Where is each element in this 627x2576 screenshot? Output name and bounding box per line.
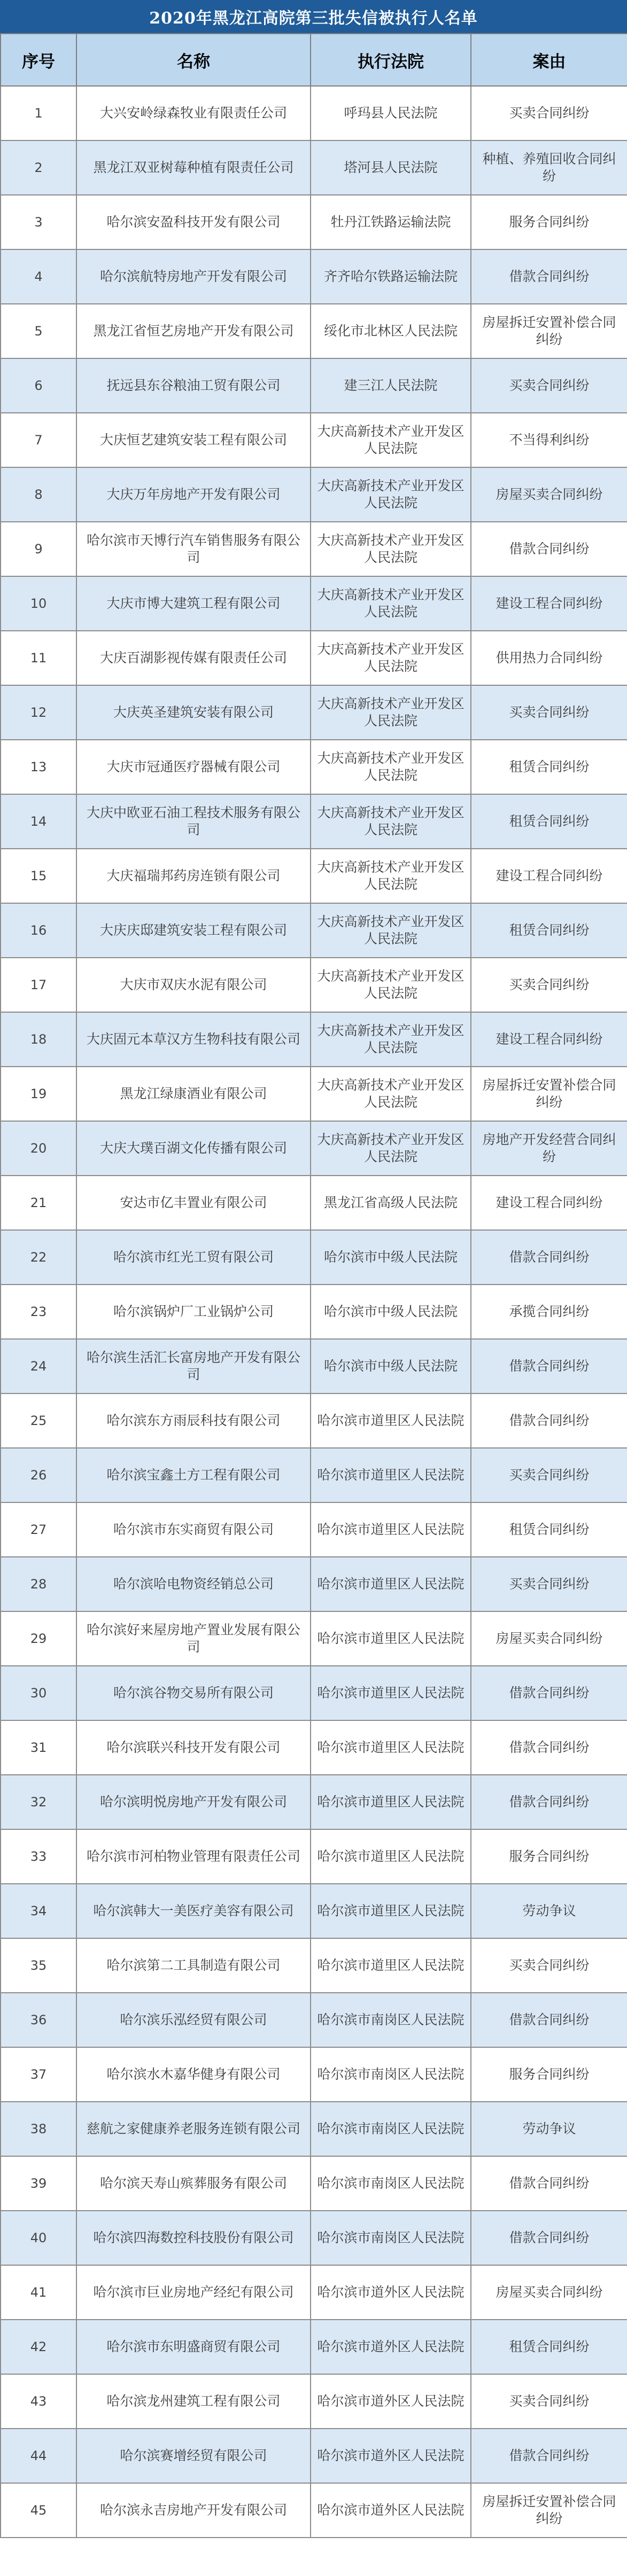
case-cause: 劳动争议 (471, 1884, 627, 1938)
company-name: 哈尔滨安盈科技开发有限公司 (76, 195, 311, 249)
table-row (1, 467, 627, 522)
table-header (1, 34, 627, 86)
enforcement-court: 哈尔滨市道外区人民法院 (311, 2374, 471, 2429)
case-cause: 借款合同纠纷 (471, 1230, 627, 1285)
row-number: 10 (1, 576, 76, 631)
row-number: 45 (1, 2483, 76, 2538)
case-cause: 房屋拆迁安置补偿合同纠纷 (471, 304, 627, 358)
enforcement-court: 大庆高新技术产业开发区人民法院 (311, 685, 471, 740)
header-row (1, 34, 627, 86)
enforcement-court: 哈尔滨市南岗区人民法院 (311, 2156, 471, 2211)
table-row (1, 522, 627, 576)
enforcement-court: 大庆高新技术产业开发区人民法院 (311, 1067, 471, 1121)
row-number: 11 (1, 631, 76, 685)
company-name: 哈尔滨锅炉厂工业锅炉公司 (76, 1285, 311, 1339)
company-name: 哈尔滨永吉房地产开发有限公司 (76, 2483, 311, 2538)
case-cause: 借款合同纠纷 (471, 1666, 627, 1720)
enforcement-court: 牡丹江铁路运输法院 (311, 195, 471, 249)
table-row (1, 2102, 627, 2156)
table-row (1, 1285, 627, 1339)
row-number: 4 (1, 249, 76, 304)
row-number: 13 (1, 740, 76, 794)
company-name: 哈尔滨水木嘉华健身有限公司 (76, 2047, 311, 2102)
company-name: 大庆大璞百湖文化传播有限公司 (76, 1121, 311, 1176)
table-row (1, 1720, 627, 1775)
case-cause: 买卖合同纠纷 (471, 1448, 627, 1502)
enforcement-court: 哈尔滨市中级人民法院 (311, 1339, 471, 1393)
table-row (1, 903, 627, 958)
enforcement-court: 大庆高新技术产业开发区人民法院 (311, 1121, 471, 1176)
row-number: 34 (1, 1884, 76, 1938)
row-number: 15 (1, 849, 76, 903)
enforcement-court: 哈尔滨市道里区人民法院 (311, 1557, 471, 1611)
case-cause: 借款合同纠纷 (471, 1775, 627, 1829)
enforcement-court: 大庆高新技术产业开发区人民法院 (311, 958, 471, 1012)
company-name: 哈尔滨龙州建筑工程有限公司 (76, 2374, 311, 2429)
company-name: 哈尔滨哈电物资经销总公司 (76, 1557, 311, 1611)
enforcement-court: 大庆高新技术产业开发区人民法院 (311, 631, 471, 685)
enforcement-court: 哈尔滨市南岗区人民法院 (311, 2102, 471, 2156)
row-number: 8 (1, 467, 76, 522)
case-cause: 服务合同纠纷 (471, 2047, 627, 2102)
case-cause: 租赁合同纠纷 (471, 740, 627, 794)
case-cause: 买卖合同纠纷 (471, 685, 627, 740)
company-name: 哈尔滨市河柏物业管理有限责任公司 (76, 1829, 311, 1884)
row-number: 36 (1, 1993, 76, 2047)
company-name: 安达市亿丰置业有限公司 (76, 1176, 311, 1230)
company-name: 大庆庆邸建筑安装工程有限公司 (76, 903, 311, 958)
enforcement-court: 哈尔滨市道里区人民法院 (311, 1502, 471, 1557)
case-cause: 借款合同纠纷 (471, 1993, 627, 2047)
row-number: 33 (1, 1829, 76, 1884)
table-row (1, 1993, 627, 2047)
company-name: 哈尔滨明悦房地产开发有限公司 (76, 1775, 311, 1829)
case-cause: 房屋买卖合同纠纷 (471, 467, 627, 522)
enforcement-court: 哈尔滨市道外区人民法院 (311, 2429, 471, 2483)
document-title: 2020年黑龙江高院第三批失信被执行人名单 (0, 0, 627, 33)
case-cause: 供用热力合同纠纷 (471, 631, 627, 685)
enforcement-court: 哈尔滨市道外区人民法院 (311, 2483, 471, 2538)
case-cause: 种植、养殖回收合同纠纷 (471, 140, 627, 195)
row-number: 21 (1, 1176, 76, 1230)
row-number: 40 (1, 2211, 76, 2265)
row-number: 1 (1, 86, 76, 140)
enforcement-court: 哈尔滨市道里区人民法院 (311, 1611, 471, 1666)
row-number: 31 (1, 1720, 76, 1775)
company-name: 哈尔滨谷物交易所有限公司 (76, 1666, 311, 1720)
table-row (1, 849, 627, 903)
row-number: 35 (1, 1938, 76, 1993)
enforcement-court: 大庆高新技术产业开发区人民法院 (311, 849, 471, 903)
enforcement-court: 哈尔滨市南岗区人民法院 (311, 2047, 471, 2102)
company-name: 大庆英圣建筑安装有限公司 (76, 685, 311, 740)
case-cause: 服务合同纠纷 (471, 195, 627, 249)
row-number: 42 (1, 2320, 76, 2374)
case-cause: 劳动争议 (471, 2102, 627, 2156)
table-row (1, 1012, 627, 1067)
table-row (1, 2374, 627, 2429)
row-number: 20 (1, 1121, 76, 1176)
enforcement-court: 哈尔滨市南岗区人民法院 (311, 2211, 471, 2265)
enforcement-court: 哈尔滨市道里区人民法院 (311, 1393, 471, 1448)
enforcement-court: 哈尔滨市道里区人民法院 (311, 1884, 471, 1938)
company-name: 哈尔滨市东实商贸有限公司 (76, 1502, 311, 1557)
table-row (1, 1339, 627, 1393)
row-number: 17 (1, 958, 76, 1012)
enforcement-court: 大庆高新技术产业开发区人民法院 (311, 794, 471, 849)
row-number: 38 (1, 2102, 76, 2156)
row-number: 23 (1, 1285, 76, 1339)
case-cause: 房屋买卖合同纠纷 (471, 2265, 627, 2320)
case-cause: 不当得利纠纷 (471, 413, 627, 467)
company-name: 哈尔滨第二工具制造有限公司 (76, 1938, 311, 1993)
company-name: 哈尔滨市红光工贸有限公司 (76, 1230, 311, 1285)
case-cause: 房屋拆迁安置补偿合同纠纷 (471, 2483, 627, 2538)
company-name: 哈尔滨市天博行汽车销售服务有限公司 (76, 522, 311, 576)
row-number: 37 (1, 2047, 76, 2102)
company-name: 哈尔滨宝鑫土方工程有限公司 (76, 1448, 311, 1502)
row-number: 14 (1, 794, 76, 849)
case-cause: 买卖合同纠纷 (471, 86, 627, 140)
company-name: 大庆固元本草汉方生物科技有限公司 (76, 1012, 311, 1067)
case-cause: 建设工程合同纠纷 (471, 576, 627, 631)
case-cause: 借款合同纠纷 (471, 249, 627, 304)
table-row (1, 1176, 627, 1230)
table-row (1, 1938, 627, 1993)
case-cause: 买卖合同纠纷 (471, 358, 627, 413)
case-cause: 建设工程合同纠纷 (471, 849, 627, 903)
row-number: 30 (1, 1666, 76, 1720)
case-cause: 借款合同纠纷 (471, 2156, 627, 2211)
table-row (1, 1611, 627, 1666)
header-name: 名称 (76, 34, 311, 86)
row-number: 44 (1, 2429, 76, 2483)
case-cause: 建设工程合同纠纷 (471, 1012, 627, 1067)
enforcement-court: 齐齐哈尔铁路运输法院 (311, 249, 471, 304)
case-cause: 买卖合同纠纷 (471, 958, 627, 1012)
row-number: 3 (1, 195, 76, 249)
defaulter-table (0, 33, 627, 2538)
table-row (1, 1393, 627, 1448)
table-row (1, 1666, 627, 1720)
row-number: 27 (1, 1502, 76, 1557)
table-row (1, 1502, 627, 1557)
company-name: 抚远县东谷粮油工贸有限公司 (76, 358, 311, 413)
company-name: 大庆市冠通医疗器械有限公司 (76, 740, 311, 794)
case-cause: 建设工程合同纠纷 (471, 1176, 627, 1230)
table-row (1, 1775, 627, 1829)
case-cause: 借款合同纠纷 (471, 2211, 627, 2265)
company-name: 哈尔滨市巨业房地产经纪有限公司 (76, 2265, 311, 2320)
company-name: 黑龙江省恒艺房地产开发有限公司 (76, 304, 311, 358)
enforcement-court: 大庆高新技术产业开发区人民法院 (311, 1012, 471, 1067)
table-row (1, 2211, 627, 2265)
company-name: 大庆中欧亚石油工程技术服务有限公司 (76, 794, 311, 849)
table-row (1, 2047, 627, 2102)
enforcement-court: 哈尔滨市道里区人民法院 (311, 1448, 471, 1502)
table-row (1, 1448, 627, 1502)
row-number: 7 (1, 413, 76, 467)
company-name: 哈尔滨天寿山殡葬服务有限公司 (76, 2156, 311, 2211)
enforcement-court: 大庆高新技术产业开发区人民法院 (311, 467, 471, 522)
company-name: 黑龙江双亚树莓种植有限责任公司 (76, 140, 311, 195)
row-number: 18 (1, 1012, 76, 1067)
row-number: 12 (1, 685, 76, 740)
row-number: 16 (1, 903, 76, 958)
case-cause: 房屋拆迁安置补偿合同纠纷 (471, 1067, 627, 1121)
header-court: 执行法院 (311, 34, 471, 86)
enforcement-court: 哈尔滨市道外区人民法院 (311, 2265, 471, 2320)
company-name: 哈尔滨乐泓经贸有限公司 (76, 1993, 311, 2047)
enforcement-court: 哈尔滨市道里区人民法院 (311, 1938, 471, 1993)
company-name: 大庆市双庆水泥有限公司 (76, 958, 311, 1012)
table-row (1, 1829, 627, 1884)
enforcement-court: 黑龙江省高级人民法院 (311, 1176, 471, 1230)
table-row (1, 2429, 627, 2483)
enforcement-court: 哈尔滨市道外区人民法院 (311, 2320, 471, 2374)
enforcement-court: 大庆高新技术产业开发区人民法院 (311, 903, 471, 958)
table-row (1, 195, 627, 249)
company-name: 哈尔滨联兴科技开发有限公司 (76, 1720, 311, 1775)
table-row (1, 1884, 627, 1938)
table-row (1, 794, 627, 849)
case-cause: 借款合同纠纷 (471, 522, 627, 576)
enforcement-court: 哈尔滨市南岗区人民法院 (311, 1993, 471, 2047)
enforcement-court: 建三江人民法院 (311, 358, 471, 413)
enforcement-court: 哈尔滨市道里区人民法院 (311, 1720, 471, 1775)
row-number: 39 (1, 2156, 76, 2211)
table-row (1, 140, 627, 195)
enforcement-court: 大庆高新技术产业开发区人民法院 (311, 576, 471, 631)
table-row (1, 2483, 627, 2538)
table-row (1, 2156, 627, 2211)
row-number: 28 (1, 1557, 76, 1611)
table-row (1, 304, 627, 358)
row-number: 43 (1, 2374, 76, 2429)
header-no: 序号 (1, 34, 76, 86)
case-cause: 借款合同纠纷 (471, 1393, 627, 1448)
company-name: 哈尔滨市东明盛商贸有限公司 (76, 2320, 311, 2374)
row-number: 19 (1, 1067, 76, 1121)
company-name: 大庆福瑞邦药房连锁有限公司 (76, 849, 311, 903)
company-name: 哈尔滨好来屋房地产置业发展有限公司 (76, 1611, 311, 1666)
table-row (1, 2320, 627, 2374)
company-name: 大庆百湖影视传媒有限责任公司 (76, 631, 311, 685)
case-cause: 房屋买卖合同纠纷 (471, 1611, 627, 1666)
row-number: 24 (1, 1339, 76, 1393)
company-name: 哈尔滨生活汇长富房地产开发有限公司 (76, 1339, 311, 1393)
case-cause: 买卖合同纠纷 (471, 1938, 627, 1993)
table-row (1, 958, 627, 1012)
enforcement-court: 大庆高新技术产业开发区人民法院 (311, 740, 471, 794)
company-name: 哈尔滨东方雨辰科技有限公司 (76, 1393, 311, 1448)
table-row (1, 86, 627, 140)
company-name: 大兴安岭绿森牧业有限责任公司 (76, 86, 311, 140)
company-name: 哈尔滨赛增经贸有限公司 (76, 2429, 311, 2483)
table-row (1, 740, 627, 794)
company-name: 黑龙江绿康酒业有限公司 (76, 1067, 311, 1121)
table-row (1, 413, 627, 467)
table-row (1, 685, 627, 740)
company-name: 慈航之家健康养老服务连锁有限公司 (76, 2102, 311, 2156)
case-cause: 租赁合同纠纷 (471, 903, 627, 958)
case-cause: 借款合同纠纷 (471, 1339, 627, 1393)
row-number: 6 (1, 358, 76, 413)
row-number: 32 (1, 1775, 76, 1829)
company-name: 哈尔滨韩大一美医疗美容有限公司 (76, 1884, 311, 1938)
enforcement-court: 大庆高新技术产业开发区人民法院 (311, 413, 471, 467)
enforcement-court: 大庆高新技术产业开发区人民法院 (311, 522, 471, 576)
row-number: 9 (1, 522, 76, 576)
table-row (1, 1067, 627, 1121)
table-row (1, 2265, 627, 2320)
company-name: 哈尔滨航特房地产开发有限公司 (76, 249, 311, 304)
case-cause: 租赁合同纠纷 (471, 2320, 627, 2374)
case-cause: 借款合同纠纷 (471, 1720, 627, 1775)
header-cause: 案由 (471, 34, 627, 86)
enforcement-court: 哈尔滨市中级人民法院 (311, 1285, 471, 1339)
table-body (1, 86, 627, 2538)
table-row (1, 631, 627, 685)
row-number: 22 (1, 1230, 76, 1285)
table-row (1, 1230, 627, 1285)
row-number: 29 (1, 1611, 76, 1666)
case-cause: 服务合同纠纷 (471, 1829, 627, 1884)
case-cause: 房地产开发经营合同纠纷 (471, 1121, 627, 1176)
row-number: 41 (1, 2265, 76, 2320)
enforcement-court: 哈尔滨市道里区人民法院 (311, 1829, 471, 1884)
case-cause: 租赁合同纠纷 (471, 794, 627, 849)
company-name: 大庆市博大建筑工程有限公司 (76, 576, 311, 631)
table-row (1, 1557, 627, 1611)
case-cause: 借款合同纠纷 (471, 2429, 627, 2483)
row-number: 25 (1, 1393, 76, 1448)
enforcement-court: 哈尔滨市中级人民法院 (311, 1230, 471, 1285)
enforcement-court: 绥化市北林区人民法院 (311, 304, 471, 358)
case-cause: 买卖合同纠纷 (471, 2374, 627, 2429)
case-cause: 买卖合同纠纷 (471, 1557, 627, 1611)
enforcement-court: 哈尔滨市道里区人民法院 (311, 1666, 471, 1720)
company-name: 哈尔滨四海数控科技股份有限公司 (76, 2211, 311, 2265)
enforcement-court: 塔河县人民法院 (311, 140, 471, 195)
case-cause: 租赁合同纠纷 (471, 1502, 627, 1557)
case-cause: 承揽合同纠纷 (471, 1285, 627, 1339)
enforcement-court: 哈尔滨市道里区人民法院 (311, 1775, 471, 1829)
table-row (1, 249, 627, 304)
company-name: 大庆万年房地产开发有限公司 (76, 467, 311, 522)
table-row (1, 358, 627, 413)
table-row (1, 1121, 627, 1176)
row-number: 2 (1, 140, 76, 195)
row-number: 5 (1, 304, 76, 358)
company-name: 大庆恒艺建筑安装工程有限公司 (76, 413, 311, 467)
row-number: 26 (1, 1448, 76, 1502)
table-row (1, 576, 627, 631)
enforcement-court: 呼玛县人民法院 (311, 86, 471, 140)
